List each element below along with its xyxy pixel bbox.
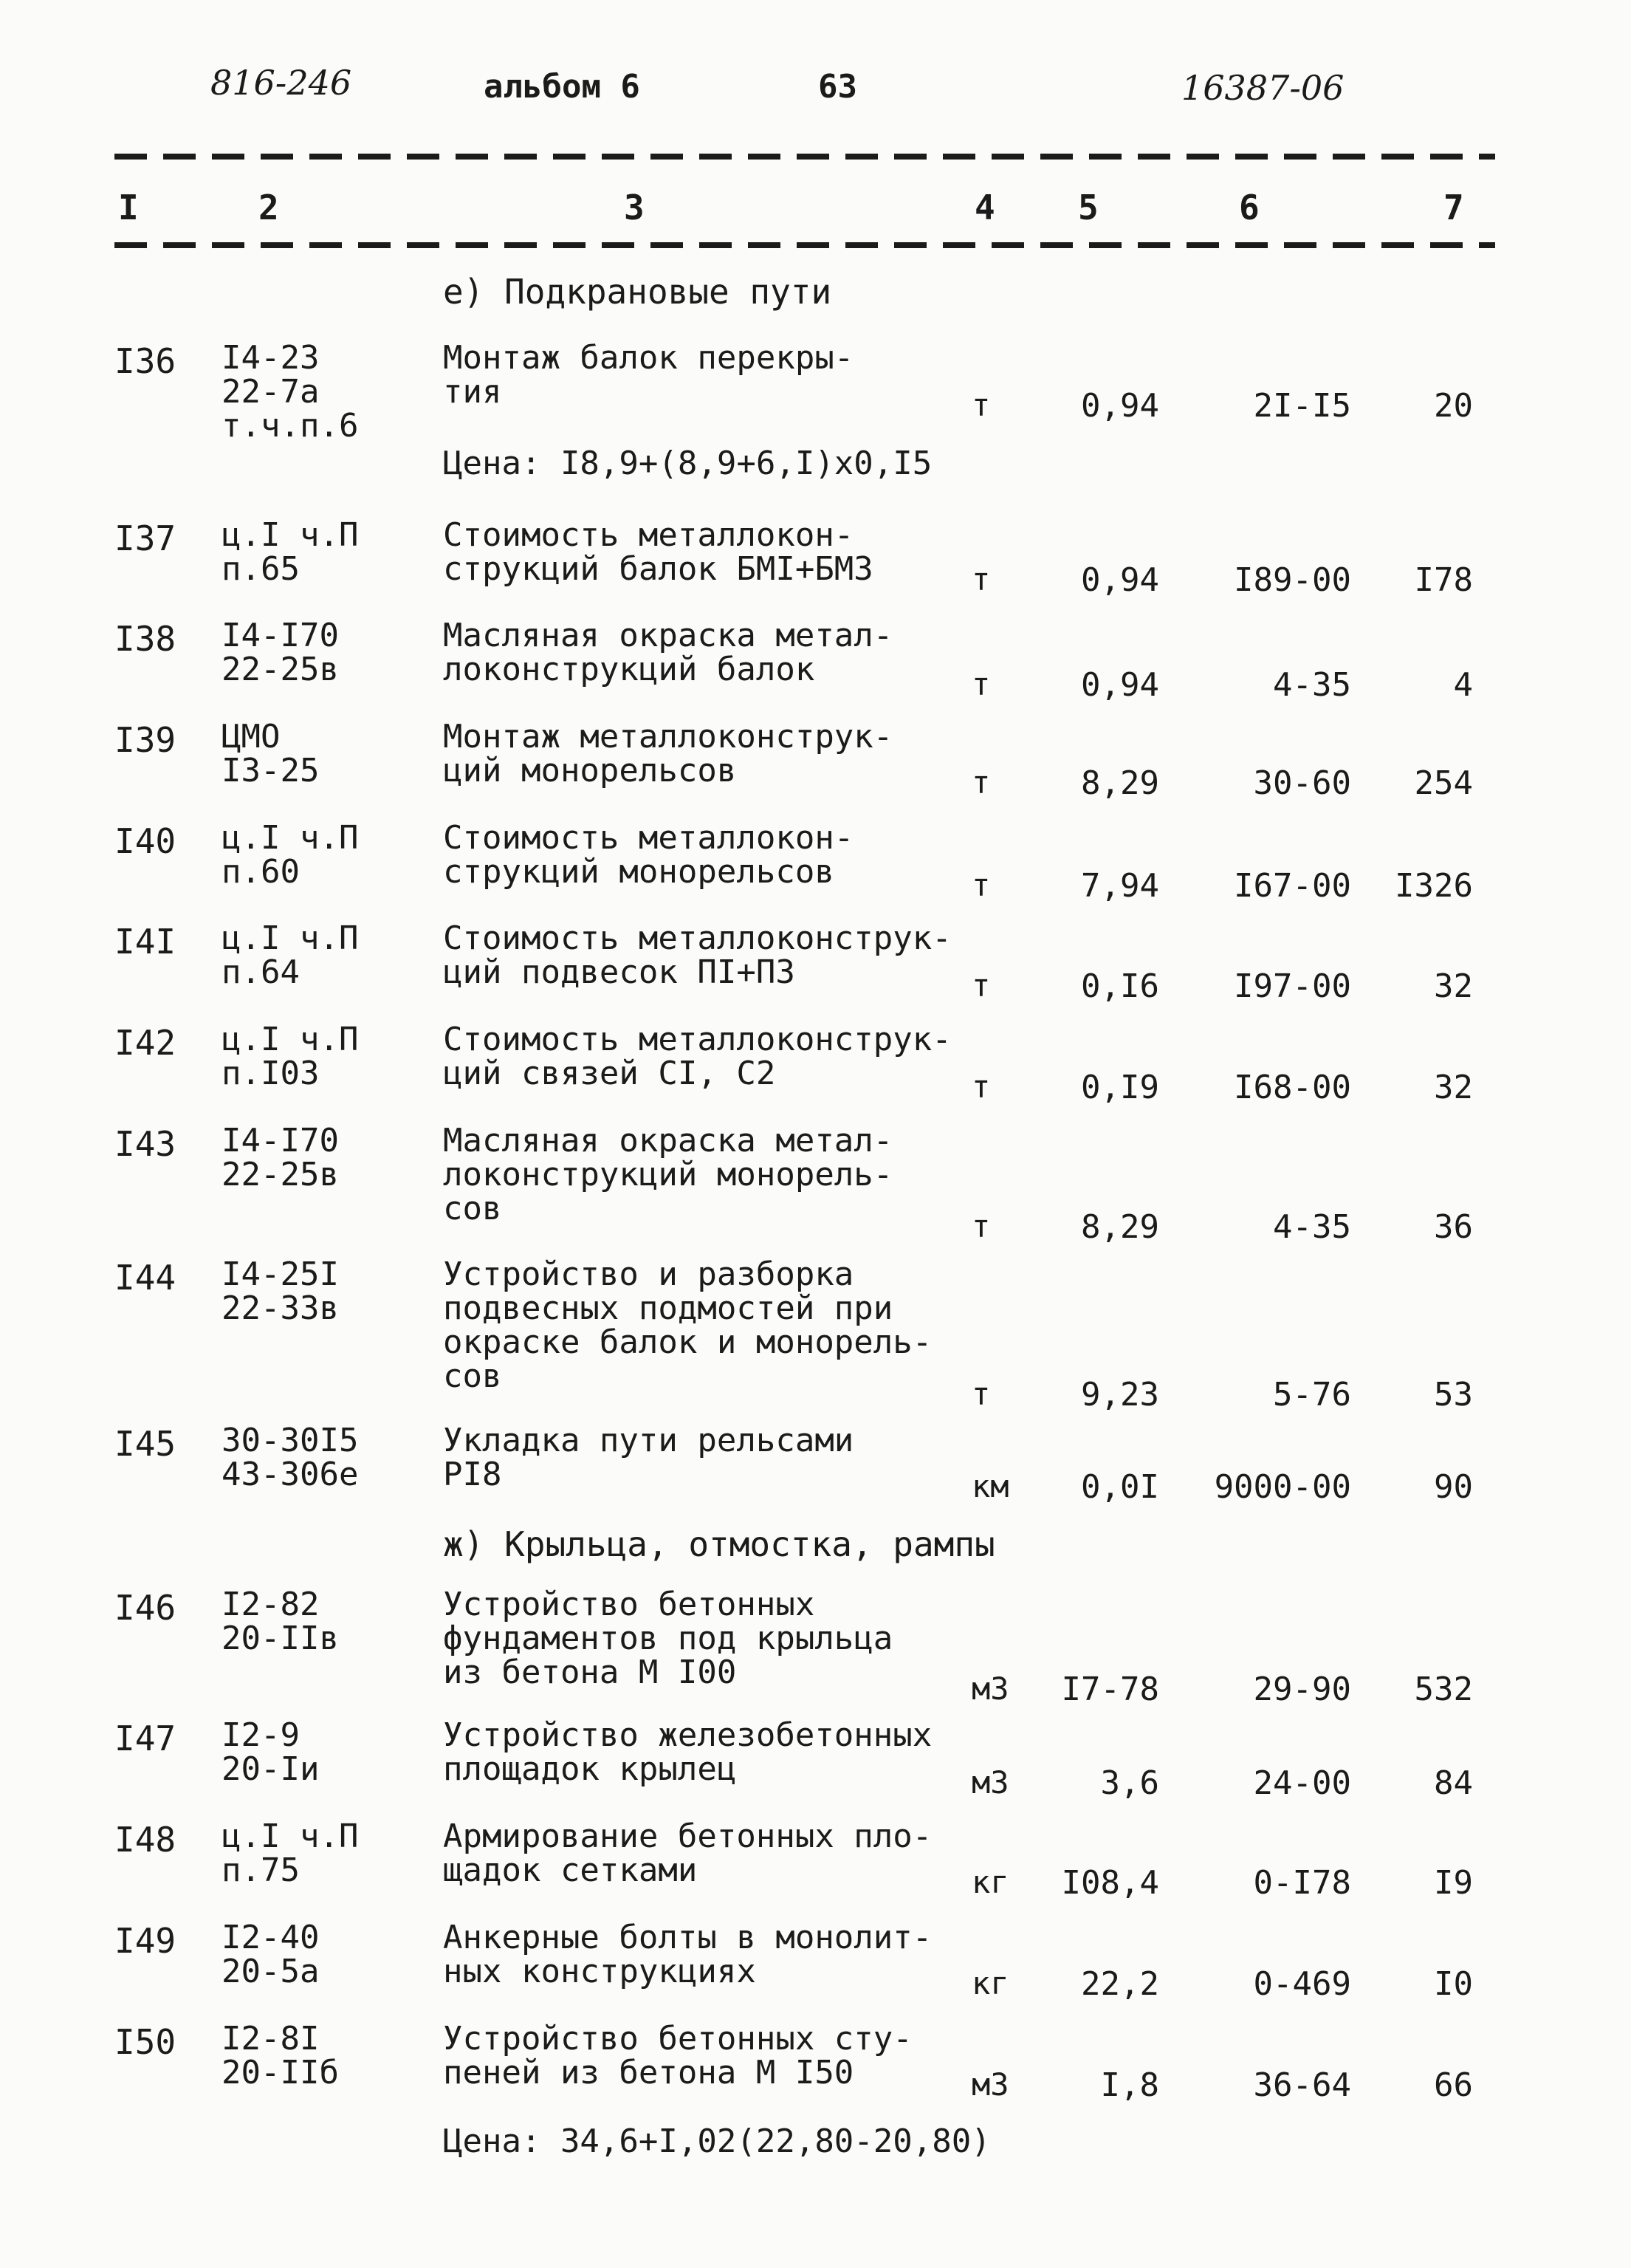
row-unit: м3 bbox=[972, 1671, 1009, 1707]
row-description: Монтаж балок перекры- тия bbox=[443, 339, 854, 411]
row-quantity: 0,0I bbox=[1081, 1468, 1159, 1506]
document-number-left: 816-246 bbox=[210, 63, 352, 103]
page-number: 63 bbox=[818, 68, 857, 106]
row-unit: т bbox=[972, 967, 991, 1004]
row-total: 4 bbox=[1453, 666, 1473, 704]
row-number: I50 bbox=[114, 2022, 176, 2062]
row-description: Устройство бетонных сту- пеней из бетона М I50 bbox=[443, 2020, 913, 2091]
section-title-zh: ж) Крыльца, отмостка, рампы bbox=[443, 1524, 995, 1564]
row-code: I4-23 22-7а т.ч.п.6 bbox=[222, 339, 359, 445]
row-number: I4I bbox=[114, 922, 176, 962]
row-total: 20 bbox=[1434, 387, 1473, 425]
row-number: I46 bbox=[114, 1588, 176, 1628]
row-total: 90 bbox=[1434, 1468, 1473, 1506]
col-header-4: 4 bbox=[975, 188, 995, 227]
row-description: Анкерные болты в монолит- ных конструкциях bbox=[443, 1919, 933, 1990]
album-label: альбом 6 bbox=[484, 68, 640, 106]
row-unit: т bbox=[972, 1376, 991, 1412]
row-code: ц.I ч.П п.75 bbox=[222, 1818, 359, 1889]
row-number: I37 bbox=[114, 518, 176, 558]
row-description: Стоимость металлокон- струкций балок БМI+БМ3 bbox=[443, 516, 873, 588]
row-total: 36 bbox=[1434, 1208, 1473, 1246]
row-total: 32 bbox=[1434, 1069, 1473, 1106]
row-unit: м3 bbox=[972, 1764, 1009, 1801]
row-code: I2-8I 20-IIб bbox=[222, 2020, 339, 2091]
row-unit: кг bbox=[972, 1864, 1009, 1900]
section-title-e: е) Подкрановые пути bbox=[443, 272, 832, 312]
row-number: I44 bbox=[114, 1258, 176, 1298]
row-description: Устройство бетонных фундаментов под крыльца из бетона М I00 bbox=[443, 1586, 893, 1691]
row-total: I326 bbox=[1395, 867, 1473, 905]
row-unit-price: 5-76 bbox=[1273, 1376, 1351, 1414]
row-quantity: I08,4 bbox=[1061, 1864, 1159, 1902]
row-description: Стоимость металлоконструк- ций связей СI, С2 bbox=[443, 1021, 952, 1092]
row-code: ц.I ч.П п.64 bbox=[222, 919, 359, 991]
row-quantity: 0,94 bbox=[1081, 666, 1159, 704]
row-unit: т bbox=[972, 666, 991, 702]
row-number: I38 bbox=[114, 619, 176, 659]
row-unit-price: 36-64 bbox=[1253, 2066, 1351, 2104]
row-unit-price: 24-00 bbox=[1253, 1764, 1351, 1802]
row-unit-price: I67-00 bbox=[1234, 867, 1351, 905]
col-header-2: 2 bbox=[258, 188, 279, 227]
row-code: I4-I70 22-25в bbox=[222, 617, 339, 688]
row-description: Устройство и разборка подвесных подмостей при окраске балок и монорель- сов bbox=[443, 1255, 933, 1395]
row-total: 66 bbox=[1434, 2066, 1473, 2104]
row-unit-price: I97-00 bbox=[1234, 967, 1351, 1005]
row-code: ц.I ч.П п.65 bbox=[222, 516, 359, 588]
row-total: 84 bbox=[1434, 1764, 1473, 1802]
row-code: ЦМО I3-25 bbox=[222, 718, 320, 789]
row-number: I49 bbox=[114, 1921, 176, 1961]
row-total: 53 bbox=[1434, 1376, 1473, 1414]
row-unit-price: 4-35 bbox=[1273, 1208, 1351, 1246]
row-description: Стоимость металлокон- струкций монорельсов bbox=[443, 819, 854, 891]
row-quantity: 9,23 bbox=[1081, 1376, 1159, 1414]
row-total: 254 bbox=[1414, 764, 1473, 802]
row-code: I4-I70 22-25в bbox=[222, 1122, 339, 1193]
top-dashed-rule bbox=[114, 154, 1495, 160]
row-number: I48 bbox=[114, 1820, 176, 1860]
col-header-6: 6 bbox=[1239, 188, 1260, 227]
row-quantity: I7-78 bbox=[1061, 1671, 1159, 1708]
row-total: I0 bbox=[1434, 1965, 1473, 2003]
row-number: I39 bbox=[114, 720, 176, 760]
col-header-3: 3 bbox=[624, 188, 645, 227]
row-quantity: 3,6 bbox=[1100, 1764, 1159, 1802]
row-unit: т bbox=[972, 561, 991, 597]
row-number: I43 bbox=[114, 1124, 176, 1164]
row-description: Масляная окраска метал- локонструкций балок bbox=[443, 617, 893, 688]
row-total: I9 bbox=[1434, 1864, 1473, 1902]
row-number: I42 bbox=[114, 1023, 176, 1063]
row-quantity: 8,29 bbox=[1081, 764, 1159, 802]
row-unit-price: 0-469 bbox=[1253, 1965, 1351, 2003]
col-header-1: I bbox=[118, 188, 139, 227]
row-description: Укладка пути рельсами РI8 bbox=[443, 1422, 854, 1493]
row-number: I36 bbox=[114, 341, 176, 381]
row-unit-price: I89-00 bbox=[1234, 561, 1351, 599]
row-total: 532 bbox=[1414, 1671, 1473, 1708]
row-code: I2-40 20-5а bbox=[222, 1919, 320, 1990]
row-unit: т bbox=[972, 867, 991, 903]
row-code: ц.I ч.П п.60 bbox=[222, 819, 359, 891]
row-number: I40 bbox=[114, 821, 176, 861]
row-unit-price: I68-00 bbox=[1234, 1069, 1351, 1106]
document-number-right: 16387-06 bbox=[1181, 68, 1345, 108]
row-code: ц.I ч.П п.I03 bbox=[222, 1021, 359, 1092]
row-unit-price: 4-35 bbox=[1273, 666, 1351, 704]
row-unit: т bbox=[972, 387, 991, 423]
row-unit: т bbox=[972, 764, 991, 801]
row-number: I47 bbox=[114, 1719, 176, 1758]
row-quantity: 0,94 bbox=[1081, 561, 1159, 599]
row-unit-price: 9000-00 bbox=[1214, 1468, 1351, 1506]
row-code: I4-25I 22-33в bbox=[222, 1255, 339, 1327]
row-description: Устройство железобетонных площадок крылец bbox=[443, 1716, 933, 1788]
header-dashed-rule bbox=[114, 242, 1495, 248]
row-quantity: 0,I6 bbox=[1081, 967, 1159, 1005]
row-unit: т bbox=[972, 1069, 991, 1105]
row-code: 30-30I5 43-306е bbox=[222, 1422, 359, 1493]
row-description: Монтаж металлоконструк- ций монорельсов bbox=[443, 718, 893, 789]
col-header-7: 7 bbox=[1443, 188, 1464, 227]
row-total: 32 bbox=[1434, 967, 1473, 1005]
row-unit-price: 2I-I5 bbox=[1253, 387, 1351, 425]
row-price-note: Цена: I8,9+(8,9+6,I)х0,I5 bbox=[443, 445, 933, 482]
row-number: I45 bbox=[114, 1424, 176, 1464]
row-unit: м3 bbox=[972, 2066, 1009, 2103]
row-quantity: 0,94 bbox=[1081, 387, 1159, 425]
row-unit: кг bbox=[972, 1965, 1009, 2001]
row-quantity: 7,94 bbox=[1081, 867, 1159, 905]
row-description: Стоимость металлоконструк- ций подвесок ПI+П3 bbox=[443, 919, 952, 991]
row-price-note: Цена: 34,6+I,02(22,80-20,80) bbox=[443, 2123, 991, 2160]
col-header-5: 5 bbox=[1078, 188, 1099, 227]
row-unit: т bbox=[972, 1208, 991, 1244]
row-unit-price: 29-90 bbox=[1253, 1671, 1351, 1708]
row-unit-price: 30-60 bbox=[1253, 764, 1351, 802]
row-quantity: 8,29 bbox=[1081, 1208, 1159, 1246]
row-quantity: I,8 bbox=[1100, 2066, 1159, 2104]
row-description: Масляная окраска метал- локонструкций монорель- сов bbox=[443, 1122, 893, 1227]
row-total: I78 bbox=[1414, 561, 1473, 599]
row-quantity: 0,I9 bbox=[1081, 1069, 1159, 1106]
row-unit-price: 0-I78 bbox=[1253, 1864, 1351, 1902]
row-code: I2-82 20-IIв bbox=[222, 1586, 339, 1657]
row-quantity: 22,2 bbox=[1081, 1965, 1159, 2003]
row-description: Армирование бетонных пло- щадок сетками bbox=[443, 1818, 933, 1889]
row-unit: км bbox=[972, 1468, 1009, 1504]
row-code: I2-9 20-Iи bbox=[222, 1716, 320, 1788]
